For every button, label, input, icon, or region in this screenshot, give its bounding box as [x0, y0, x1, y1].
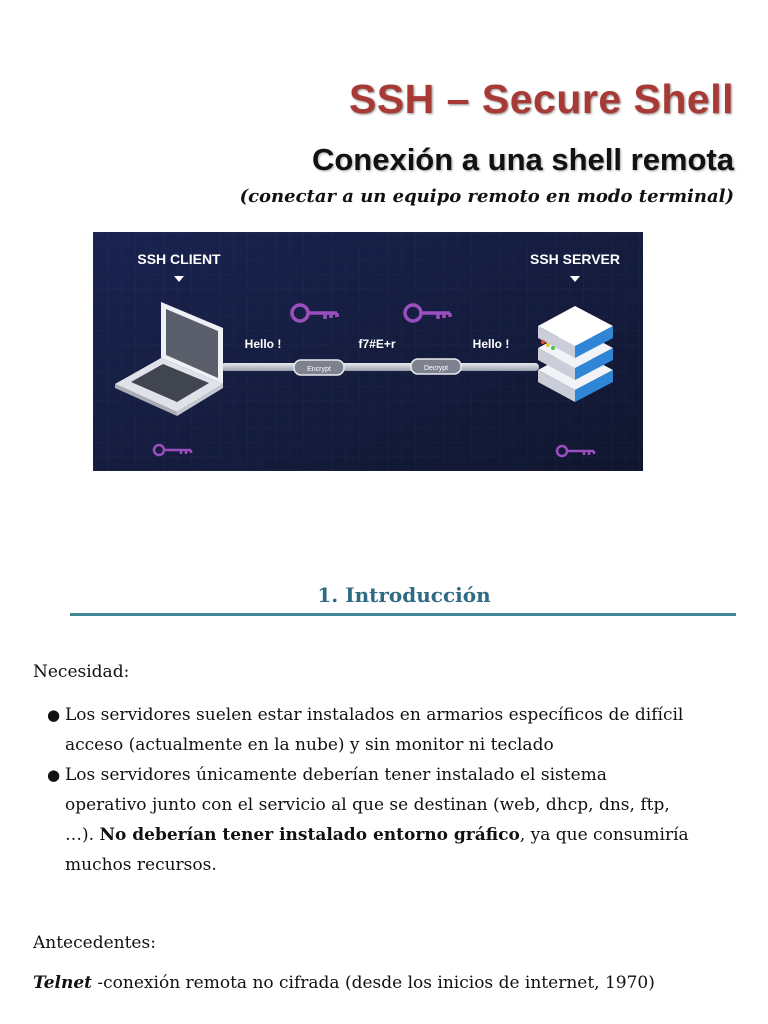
bullet-1-line-2: acceso (actualmente en la nube) y sin monitor ni teclado [65, 735, 554, 755]
bullet-2-line-4: muchos recursos. [65, 855, 217, 875]
telnet-description: -conexión remota no cifrada (desde los inicios de internet, 1970) [92, 973, 655, 993]
message-left: Hello ! [244, 337, 282, 351]
bullet-2-line-1: Los servidores únicamente deberían tener instalado el sistema [65, 765, 607, 785]
bullet-2-line-3-pre: …). [65, 825, 100, 845]
document-tagline: (conectar a un equipo remoto en modo terminal) [239, 186, 734, 207]
message-right: Hello ! [472, 337, 510, 351]
bullet-2-line-3-post: , ya que consumiría [519, 825, 689, 845]
necesidad-label: Necesidad: [33, 662, 130, 682]
bullet-icon: ● [47, 706, 61, 724]
message-cipher: f7#E+r [358, 337, 396, 351]
bullet-2-emphasis: No deberían tener instalado entorno gráfico [99, 825, 520, 845]
document-subtitle: Conexión a una shell remota [311, 142, 734, 177]
client-label: SSH CLIENT [137, 251, 221, 267]
decrypt-label: Decrypt [423, 365, 449, 372]
server-icon [538, 306, 613, 402]
list-item [33, 700, 753, 760]
connection-line [221, 363, 539, 371]
telnet-term: Telnet [33, 973, 93, 993]
section-title: 1. Introducción [317, 583, 491, 607]
list-item [33, 760, 753, 880]
section-divider [70, 613, 736, 616]
antecedentes-label: Antecedentes: [33, 933, 156, 953]
ssh-diagram [93, 232, 643, 471]
telnet-paragraph [33, 968, 655, 998]
necesidad-list [33, 700, 753, 880]
document-title: SSH – Secure Shell [348, 76, 734, 122]
server-label: SSH SERVER [530, 251, 620, 267]
bullet-1-line-1: Los servidores suelen estar instalados en armarios específicos de difícil [65, 705, 684, 725]
bullet-icon: ● [47, 766, 61, 784]
encrypt-label: Encrypt [307, 366, 331, 373]
bullet-2-line-2: operativo junto con el servicio al que se destinan (web, dhcp, dns, ftp, [65, 795, 670, 815]
